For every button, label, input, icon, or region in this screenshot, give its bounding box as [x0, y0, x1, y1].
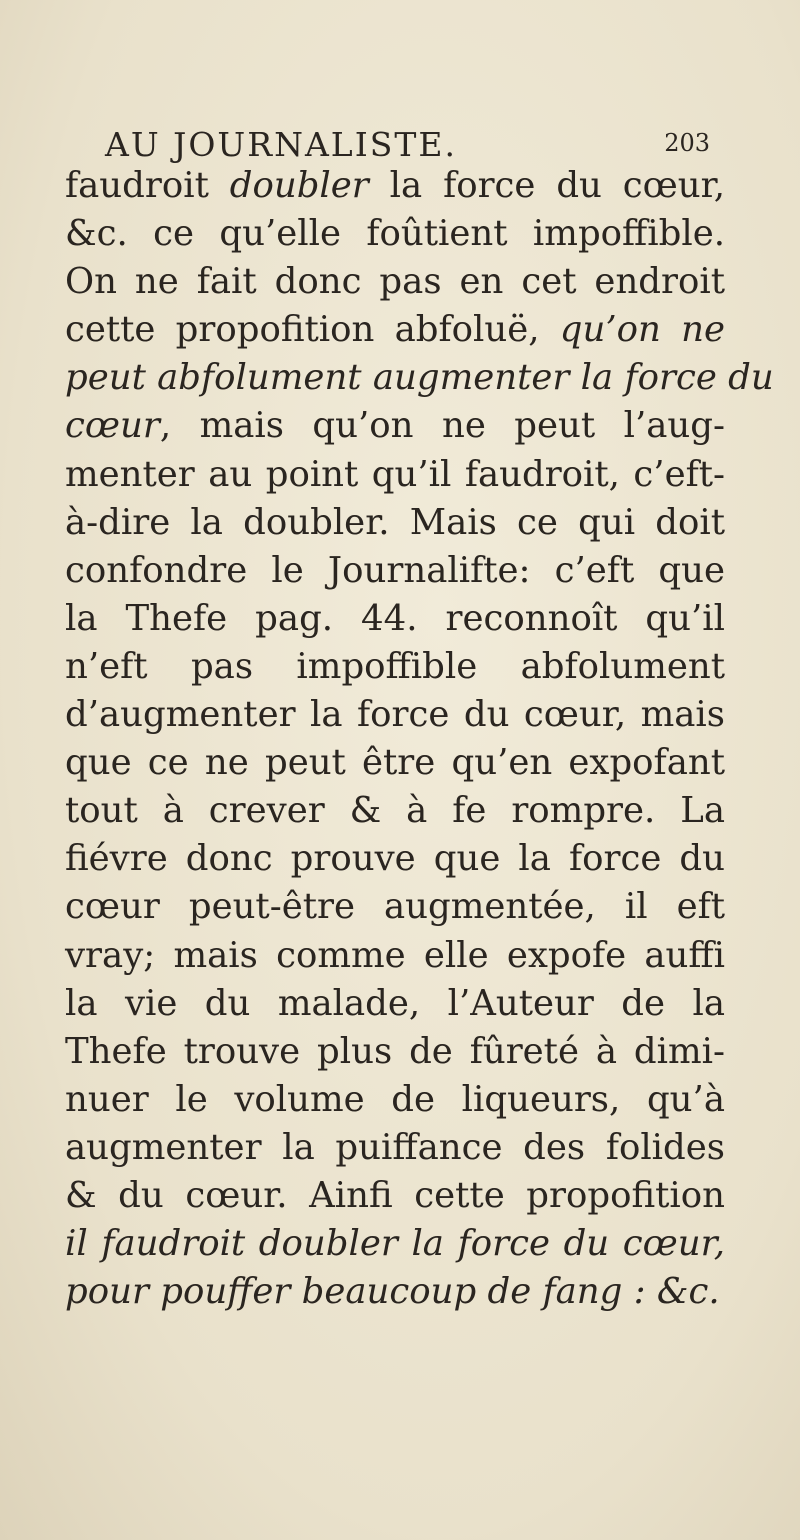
- text-segment: augmenter la puiffance des folides: [65, 1126, 725, 1168]
- italic-segment: doubler: [229, 165, 369, 206]
- text-line: [65, 402, 725, 450]
- text-line: [65, 691, 725, 739]
- italic-segment: qu’on ne: [559, 309, 725, 351]
- text-line: [65, 932, 725, 980]
- text-segment: Thefe trouve plus de fûreté à dimi-: [65, 1030, 725, 1072]
- text-segment: fiévre donc prouve que la force du: [65, 838, 725, 880]
- text-line: [65, 258, 725, 306]
- text-segment: que ce ne peut être qu’en expofant: [65, 742, 725, 784]
- text-line: [65, 595, 725, 643]
- text-segment: , mais qu’on ne peut l’aug-: [159, 405, 725, 447]
- text-segment: la vie du malade, l’Auteur de la: [65, 982, 725, 1024]
- italic-segment: il faudroit doubler la force du cœur,: [65, 1223, 725, 1265]
- text-segment: tout à crever & à fe rompre. La: [65, 790, 725, 832]
- italic-segment: peut abfolument augmenter la force du: [65, 357, 774, 399]
- text-line: [65, 1124, 725, 1172]
- text-line: [65, 451, 725, 499]
- text-line: [65, 1028, 725, 1076]
- text-line: [65, 980, 725, 1028]
- text-segment: faudroit: [65, 165, 230, 206]
- text-line: [65, 162, 725, 210]
- text-segment: cœur peut-être augmentée, il eft: [65, 886, 725, 928]
- text-segment: à-dire la doubler. Mais ce qui doit: [65, 501, 725, 543]
- text-segment: cette propofition abfoluë,: [65, 309, 560, 351]
- text-segment: d’augmenter la force du cœur, mais: [65, 694, 725, 736]
- text-line: [65, 1268, 725, 1316]
- text-segment: la force du cœur,: [368, 165, 725, 206]
- text-segment: confondre le Journalifte: c’eft que: [65, 549, 725, 591]
- text-line: [65, 643, 725, 691]
- text-segment: &c. ce qu’elle foûtient impoffible.: [65, 213, 725, 255]
- italic-segment: pour pouffer beaucoup de fang : &c.: [65, 1271, 720, 1313]
- text-line: [65, 835, 725, 883]
- text-line: [65, 547, 725, 595]
- text-segment: On ne fait donc pas en cet endroit: [65, 261, 725, 303]
- text-line: [65, 499, 725, 547]
- text-segment: la Thefe pag. 44. reconnoît qu’il: [65, 597, 725, 639]
- text-line: [65, 883, 725, 931]
- text-segment: n’eft pas impoffible abfolument: [65, 645, 725, 687]
- text-line: [65, 1220, 725, 1268]
- text-line: [65, 210, 725, 258]
- italic-segment: cœur: [65, 405, 160, 447]
- text-segment: & du cœur. Ainfi cette propofition: [65, 1174, 725, 1216]
- text-segment: nuer le volume de liqueurs, qu’à: [65, 1078, 725, 1120]
- body-text: [65, 162, 774, 1316]
- text-line: [65, 787, 725, 835]
- text-line: [65, 354, 774, 402]
- text-segment: menter au point qu’il faudroit, c’eft-: [65, 453, 725, 495]
- text-line: [65, 1076, 725, 1124]
- text-line: [65, 1172, 725, 1220]
- running-head: AU JOURNALISTE.: [105, 125, 457, 164]
- text-line: [65, 306, 725, 354]
- page-number: 203: [664, 129, 710, 157]
- text-line: [65, 739, 725, 787]
- text-segment: vray; mais comme elle expofe auffi: [65, 934, 725, 976]
